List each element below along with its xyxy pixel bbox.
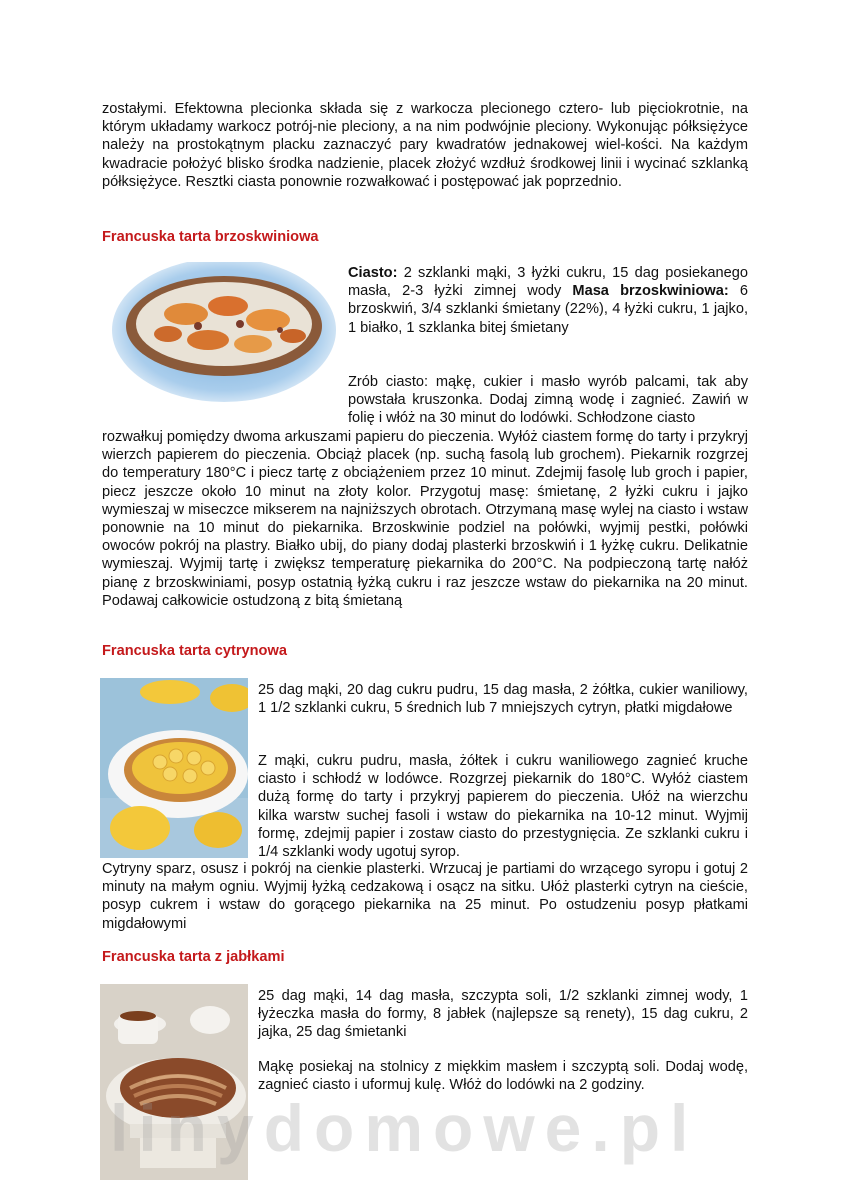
- recipe3-ingredients: 25 dag mąki, 14 dag masła, szczypta soli, 1/2 szklanki zimnej wody, 1 łyżeczka masła do formy, 8 jabłek (najlepsze są renety), 15 dag cukru, 2 jajka, 25 dag śmietanki: [258, 988, 748, 1041]
- lemon-tart-image: [100, 678, 248, 858]
- recipe-title-lemon: Francuska tarta cytrynowa: [102, 643, 287, 659]
- intro-paragraph: zostałymi. Efektowna plecionka składa się z warkocza plecionego cztero- lub pięciokrotnie, na którym układamy warkocz potrój-nie pleciony, a na nim podwójnie pleciony. Wykonując półksiężyce należy na prostokątnym placku zaznaczyć pary kwadratów jednakowej wiel-kości. Na każdym kwadracie położyć blisko środka nadzienie, placek złożyć wzdłuż środkowej linii i wycinać szklanką półksiężyce. Resztki ciasta ponownie rozwałkować i postępować jak poprzednio.: [102, 101, 748, 190]
- recipe1-ingredients: Ciasto: 2 szklanki mąki, 3 łyżki cukru, 15 dag posiekanego masła, 2-3 łyżki zimnej wody Masa brzoskwiniowa: 6 brzoskwiń, 3/4 szklanki śmietany (22%), 4 łyżki cukru, 1 jajko, 1 białko, 1 szklanka bitej śmietany: [348, 265, 748, 336]
- recipe2-ingredients: 25 dag mąki, 20 dag cukru pudru, 15 dag masła, 2 żółtka, cukier waniliowy, 1 1/2 szklanki cukru, 5 średnich lub 7 mniejszych cytryn, płatki migdałowe: [258, 682, 748, 717]
- recipe1-method-right: Zrób ciasto: mąkę, cukier i masło wyrób palcami, tak aby powstała kruszonka. Dodaj zimną wodę i zagnieć. Zawiń w folię i włóż na 30 minut do lodówki. Schłodzone ciasto: [348, 374, 748, 427]
- recipe2-method-right: Z mąki, cukru pudru, masła, żółtek i cukru waniliowego zagnieć kruche ciasto i schłodź w lodówce. Rozgrzej piekarnik do 180°C. Wyłóż ciastem dużą formę do tarty i przykryj papierem do pieczenia. Ułóż na wierzchu kilka warstw suchej fasoli i wstaw do piekarnika na 10-12 minut. Wyjmij formę, zdejmij papier i zostaw ciasto do przestygnięcia. Ze szklanki cukru i 1/4 szklanki wody ugotuj syrop.: [258, 753, 748, 861]
- peach-tart-image: [108, 262, 340, 442]
- watermark: linydomowe.pl: [110, 1091, 699, 1165]
- recipe2-method: Cytryny sparz, osusz i pokrój na cienkie plasterki. Wrzucaj je partiami do wrzącego syropu i gotuj 2 minuty na małym ogniu. Wyjmij łyżką cedzakową i osącz na sitku. Ułóż plasterki cytryn na cieście, posyp cukrem i wstaw do gorącego piekarnika na 25 minut. Po ostudzeniu posyp płatkami migdałowymi: [102, 861, 748, 932]
- recipe1-method: rozwałkuj pomiędzy dwoma arkuszami papieru do pieczenia. Wyłóż ciastem formę do tarty i przykryj wierzch papierem do pieczenia. Obciąż placek (np. suchą fasolą lub grochem). Piekarnik rozgrzej do temperatury 180°C i piecz tartę z obciążeniem przez 10 minut. Zdejmij fasolę lub groch i papier, piecz jeszcze około 10 minut na złoty kolor. Przygotuj masę: śmietanę, 2 łyżki cukru i jajko wymieszaj w miseczce mikserem na najniższych obrotach. Otrzymaną masę wylej na ciasto i wstaw ponownie na 10 minut do piekarnika. Brzoskwinie podziel na połówki, wyjmij pestki, połówki owoców pokrój na plastry. Białko ubij, do piany dodaj plasterki brzoskwiń i 1 łyżkę cukru. Delikatnie wymieszaj. Wyjmij tartę i zwiększ temperaturę piekarnika do 200°C. Na podpieczoną tartę nałóż pianę z brzoskwiniami, posyp ostatnią łyżką cukru i raz jeszcze wstaw do piekarnika na 20 minut. Podawaj całkowicie ostudzoną z bitą śmietaną: [102, 429, 748, 609]
- recipe-title-peach: Francuska tarta brzoskwiniowa: [102, 229, 319, 245]
- recipe3-method-right: Mąkę posiekaj na stolnicy z miękkim masłem i szczyptą soli. Dodaj wodę, zagnieć ciasto i uformuj kulę. Włóż do lodówki na 2 godziny.: [258, 1059, 748, 1094]
- recipe-title-apple: Francuska tarta z jabłkami: [102, 949, 285, 965]
